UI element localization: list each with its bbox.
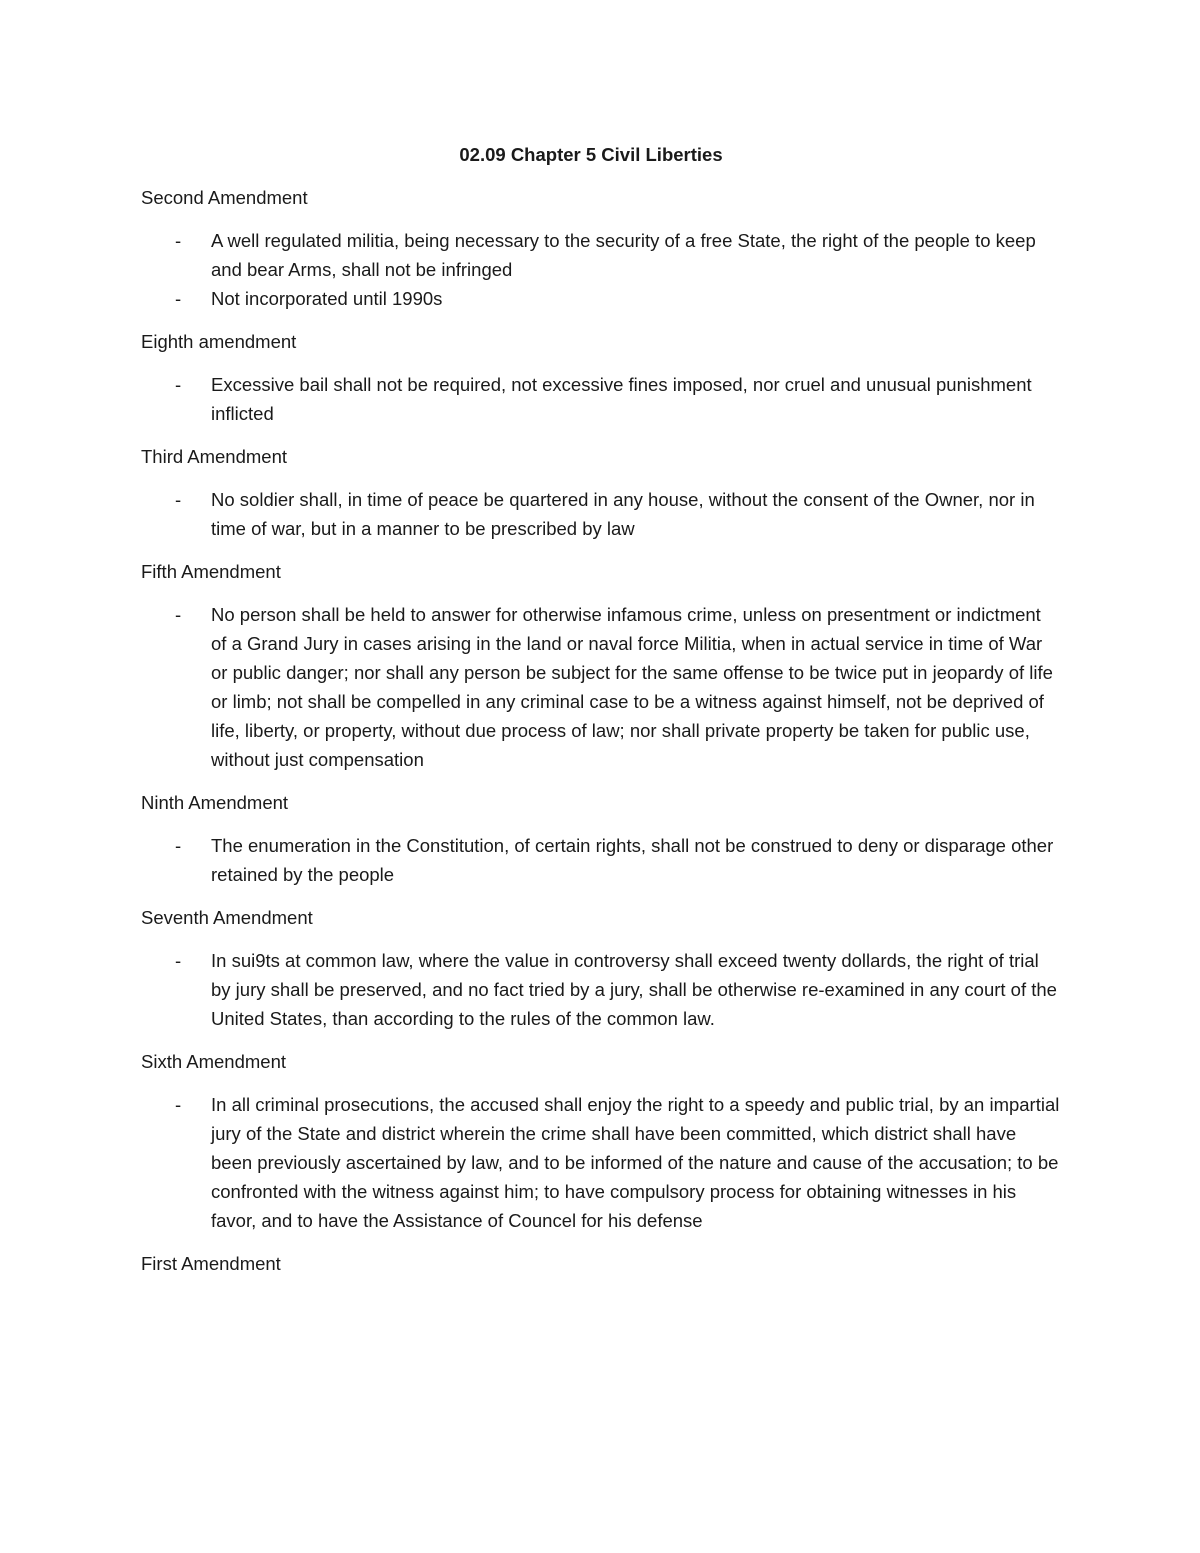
section-heading: Seventh Amendment	[141, 907, 313, 928]
section-heading: Third Amendment	[141, 446, 288, 467]
bullet-list	[141, 485, 1061, 543]
bullet-list	[141, 831, 1061, 889]
section-heading: Second Amendment	[141, 187, 308, 208]
section-heading: Fifth Amendment	[141, 561, 281, 582]
bullet-item	[141, 370, 1061, 428]
bullet-text: Excessive bail shall not be required, not excessive fines imposed, nor cruel and unusual punishment inflicted	[211, 374, 1032, 424]
bullet-list	[141, 600, 1061, 774]
section-heading: Ninth Amendment	[141, 792, 289, 813]
section-heading: Sixth Amendment	[141, 1051, 286, 1072]
section-heading: First Amendment	[141, 1253, 281, 1274]
bullet-text: No soldier shall, in time of peace be quartered in any house, without the consent of the Owner, nor in time of war, but in a manner to be prescribed by law	[211, 489, 1035, 539]
bullet-text: In all criminal prosecutions, the accused shall enjoy the right to a speedy and public trial, by an impartial jury of the State and district wherein the crime shall have been committed, which district shall have been previously ascertained by law, and to be informed of the nature and cause of the accusation; to be confronted with the witness against him; to have compulsory process for obtaining witnesses in his favor, and to have the Assistance of Councel for his defense	[211, 1094, 1060, 1231]
bullet-list	[141, 946, 1061, 1033]
amendment-section	[141, 183, 1061, 313]
bullet-dash: -	[175, 1094, 182, 1115]
bullet-text: The enumeration in the Constitution, of certain rights, shall not be construed to deny or disparage other retained by the people	[211, 835, 1054, 885]
bullet-item	[141, 485, 1061, 543]
amendment-section	[141, 442, 1061, 543]
bullet-text: No person shall be held to answer for otherwise infamous crime, unless on presentment or indictment of a Grand Jury in cases arising in the land or naval force Militia, when in actual service in time of War or public danger; nor shall any person be subject for the same offense to be twice put in jeopardy of life or limb; not shall be compelled in any criminal case to be a witness against himself, not be deprived of life, liberty, or property, without due process of law; nor shall private property be taken for public use, without just compensation	[211, 604, 1053, 770]
bullet-item	[141, 1090, 1061, 1235]
bullet-item	[141, 831, 1061, 889]
bullet-list	[141, 226, 1061, 313]
bullet-list	[141, 1090, 1061, 1235]
document-body	[141, 140, 1061, 1292]
bullet-item	[141, 946, 1061, 1033]
bullet-text: In sui9ts at common law, where the value in controversy shall exceed twenty dollards, the right of trial by jury shall be preserved, and no fact tried by a jury, shall be otherwise re-examined in any court of the United States, than according to the rules of the common law.	[211, 950, 1057, 1029]
amendment-section	[141, 1249, 1061, 1278]
document-title: 02.09 Chapter 5 Civil Liberties	[459, 144, 723, 165]
bullet-dash: -	[175, 835, 182, 856]
amendment-section	[141, 788, 1061, 889]
sections-container	[141, 183, 1061, 1278]
bullet-dash: -	[175, 288, 182, 309]
bullet-item	[141, 600, 1061, 774]
bullet-text: A well regulated militia, being necessary to the security of a free State, the right of the people to keep and bear Arms, shall not be infringed	[211, 230, 1036, 280]
section-heading: Eighth amendment	[141, 331, 297, 352]
bullet-dash: -	[175, 604, 182, 625]
bullet-item	[141, 226, 1061, 284]
amendment-section	[141, 1047, 1061, 1235]
bullet-text: Not incorporated until 1990s	[211, 288, 443, 309]
bullet-dash: -	[175, 374, 182, 395]
amendment-section	[141, 903, 1061, 1033]
bullet-dash: -	[175, 489, 182, 510]
bullet-dash: -	[175, 230, 182, 251]
bullet-list	[141, 370, 1061, 428]
bullet-dash: -	[175, 950, 182, 971]
amendment-section	[141, 557, 1061, 774]
amendment-section	[141, 327, 1061, 428]
bullet-item	[141, 284, 1061, 313]
